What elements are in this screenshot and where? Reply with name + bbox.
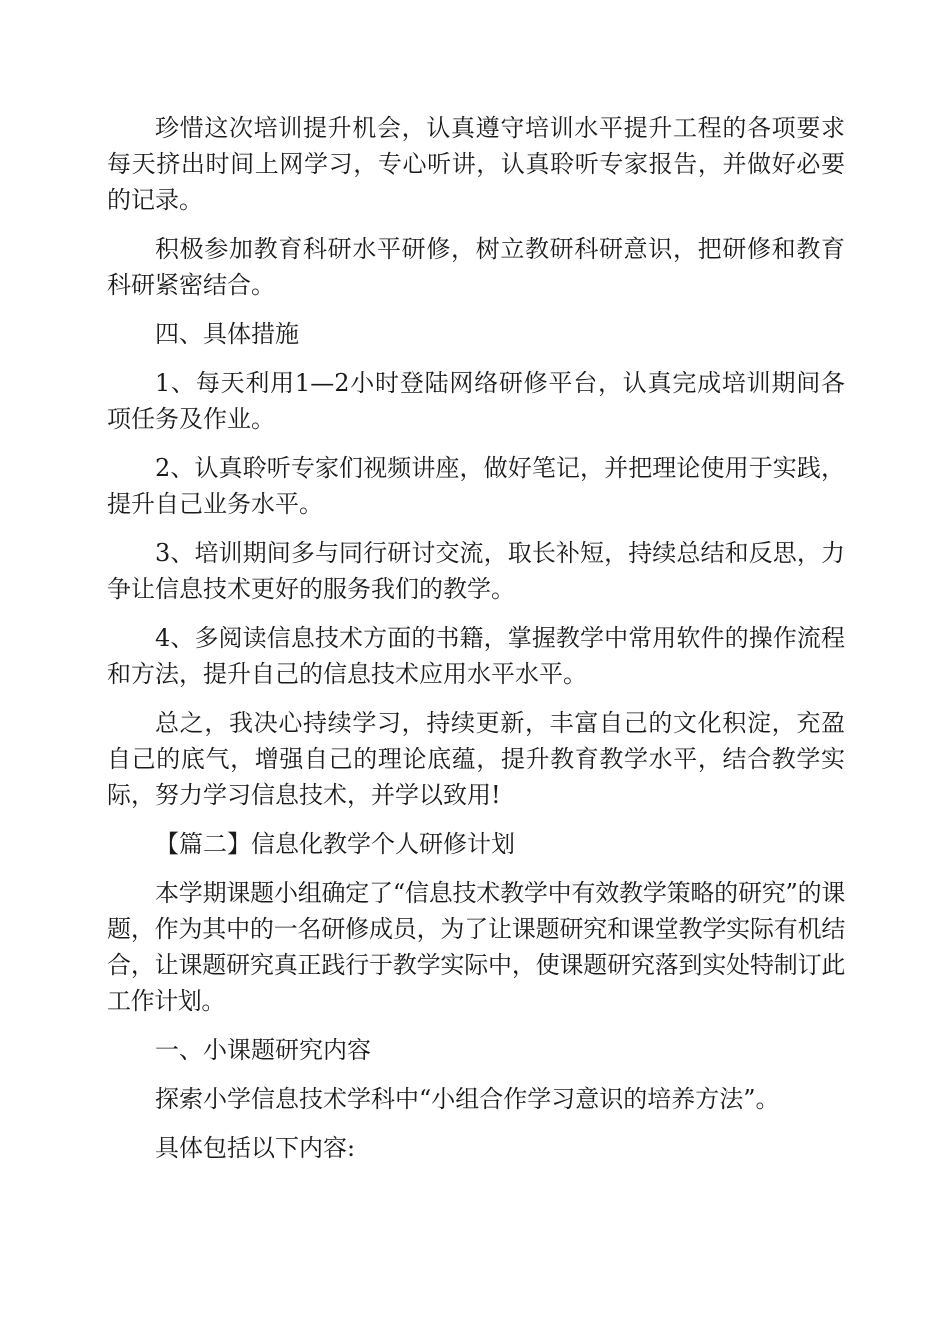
measure-item-2: 2、认真聆听专家们视频讲座，做好笔记，并把理论使用于实践，提升自己业务水平。 (107, 454, 845, 518)
paragraph-semester-topic: 本学期课题小组确定了“信息技术教学中有效教学策略的研究”的课题，作为其中的一名研修成员，为了让课题研究和课堂教学实际有机结合，让课题研究真正践行于教学实际中，使课题研究落到实处特制订此工作计划。 (107, 879, 845, 1015)
measure-item-1: 1、每天利用1—2小时登陆网络研修平台，认真完成培训期间各项任务及作业。 (107, 369, 845, 433)
paragraph-explore-topic: 探索小学信息技术学科中“小组合作学习意识的培养方法”。 (155, 1085, 780, 1113)
heading-research-content: 一、小课题研究内容 (155, 1036, 371, 1064)
section-title-part-two: 【篇二】信息化教学个人研修计划 (155, 830, 515, 858)
measure-item-4: 4、多阅读信息技术方面的书籍，掌握教学中常用软件的操作流程和方法，提升自己的信息技术应用水平水平。 (107, 624, 845, 688)
paragraph-cherish-training: 珍惜这次培训提升机会，认真遵守培训水平提升工程的各项要求每天挤出时间上网学习，专心听讲，认真聆听专家报告，并做好必要的记录。 (107, 114, 845, 214)
heading-specific-measures: 四、具体措施 (155, 320, 299, 348)
measure-item-3: 3、培训期间多与同行研讨交流，取长补短，持续总结和反思，力争让信息技术更好的服务我们的教学。 (107, 539, 845, 603)
paragraph-research-participation: 积极参加教育科研水平研修，树立教研科研意识，把研修和教育科研紧密结合。 (107, 235, 845, 299)
paragraph-includes: 具体包括以下内容: (155, 1134, 356, 1162)
document-page (107, 110, 845, 1179)
paragraph-conclusion: 总之，我决心持续学习，持续更新，丰富自己的文化积淀，充盈自己的底气，增强自己的理论底蕴，提升教育教学水平，结合教学实际，努力学习信息技术，并学以致用! (107, 709, 845, 809)
